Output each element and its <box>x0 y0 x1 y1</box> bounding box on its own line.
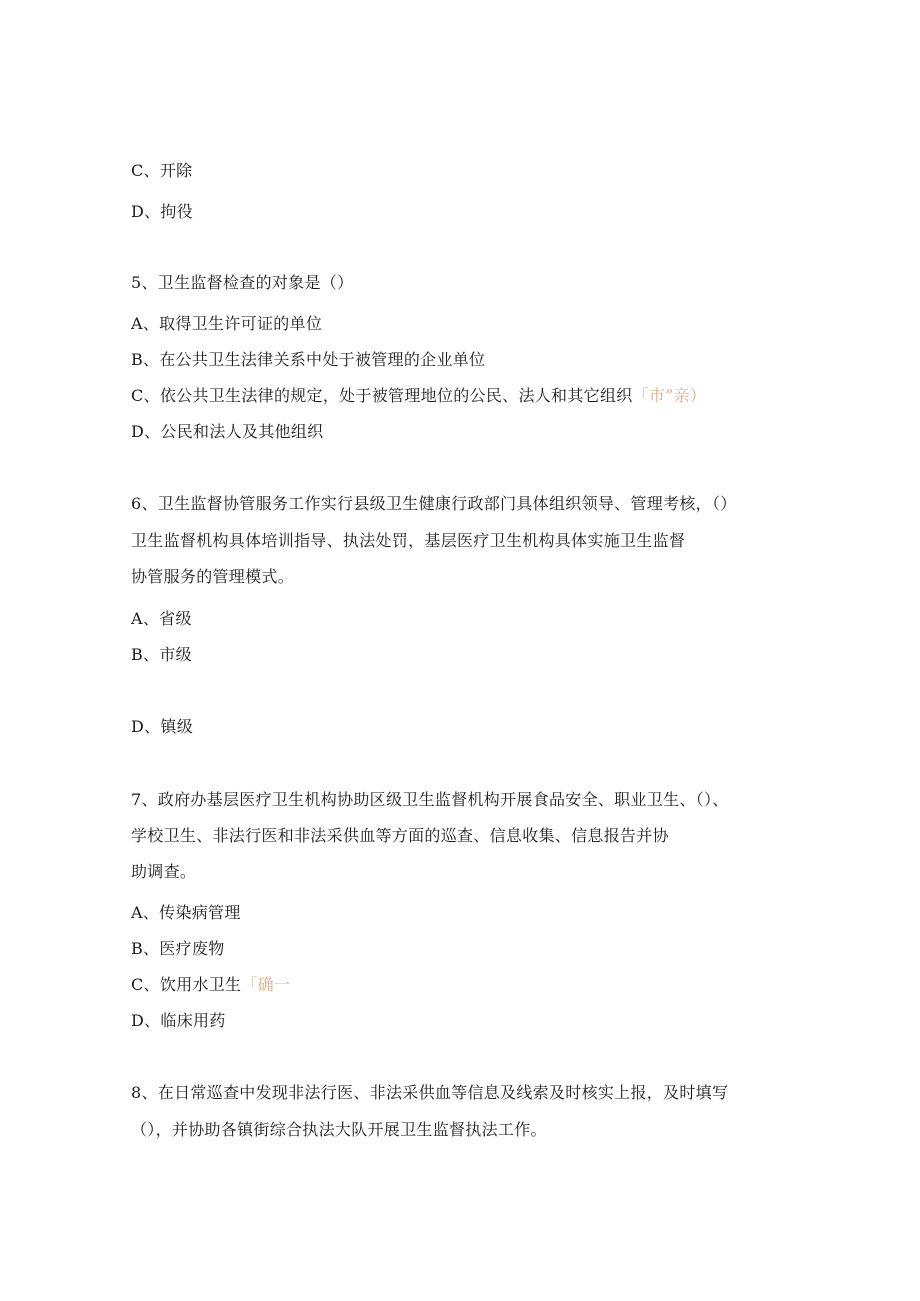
q5-option-b: B、在公共卫生法律关系中处于被管理的企业单位 <box>131 350 486 369</box>
q5-option-c <box>131 386 706 406</box>
q7-stem-line-1: 7、政府办基层医疗卫生机构协助区级卫生监督机构开展食品安全、职业卫生、（）、 <box>131 790 729 809</box>
q5-option-c-mark: 「市”亲） <box>632 386 707 405</box>
q5-option-c-text: C、依公共卫生法律的规定，处于被管理地位的公民、法人和其它组织 <box>131 386 633 405</box>
q7-option-b: B、医疗废物 <box>131 939 225 958</box>
q6-stem-line-3: 协管服务的管理模式。 <box>131 567 295 586</box>
q7-option-c-mark: 「确一 <box>241 975 291 994</box>
q8-stem-line-1: 8、在日常巡查中发现非法行医、非法采供血等信息及线索及时核实上报，及时填写 <box>131 1083 729 1102</box>
q8-stem-line-2: （），并协助各镇街综合执法大队开展卫生监督执法工作。 <box>131 1120 547 1139</box>
q6-stem-line-2: 卫生监督机构具体培训指导、执法处罚，基层医疗卫生机构具体实施卫生监督 <box>131 531 686 550</box>
q7-option-d: D、临床用药 <box>131 1011 226 1030</box>
q5-option-d: D、公民和法人及其他组织 <box>131 422 324 441</box>
q4-option-d: D、拘役 <box>131 202 194 221</box>
q6-option-d: D、镇级 <box>131 717 194 736</box>
q5-option-a: A、取得卫生许可证的单位 <box>131 314 323 333</box>
q6-option-a: A、省级 <box>131 609 192 628</box>
q7-option-c <box>131 975 290 995</box>
q7-stem-line-3: 助调查。 <box>131 862 197 881</box>
q5-stem: 5、卫生监督检查的对象是（） <box>131 273 354 292</box>
q7-stem-line-2: 学校卫生、非法行医和非法采供血等方面的巡查、信息收集、信息报告并协 <box>131 826 669 845</box>
q4-option-c: C、开除 <box>131 161 193 180</box>
q7-option-a: A、传染病管理 <box>131 903 241 922</box>
q6-option-b: B、市级 <box>131 645 192 664</box>
q6-stem-line-1: 6、卫生监督协管服务工作实行县级卫生健康行政部门具体组织领导、管理考核，（） <box>131 494 737 513</box>
q7-option-c-text: C、饮用水卫生 <box>131 975 242 994</box>
